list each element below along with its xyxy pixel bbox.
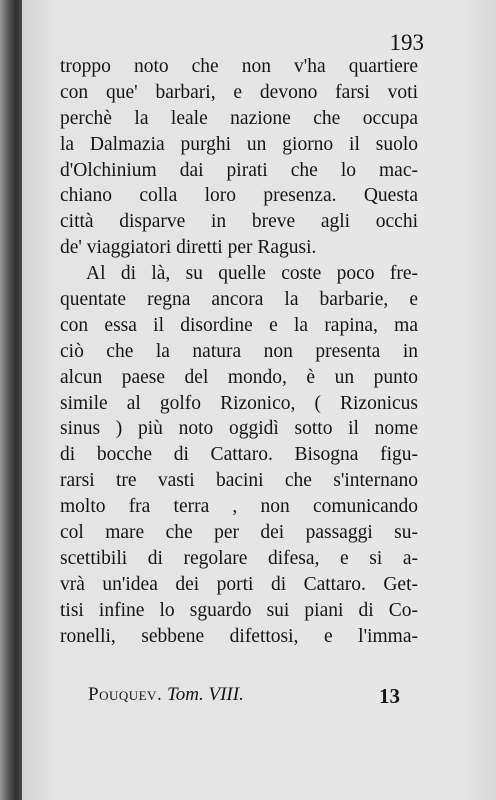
text-line: alcun paese del mondo, è un punto [60,366,418,388]
text-line: simile al golfo Rizonico, ( Rizonicus [60,392,418,414]
book-page [22,0,496,800]
text-line: con essa il disordine e la rapina, ma [60,314,418,336]
text-line: scettibili di regolare difesa, e si a- [60,547,418,569]
text-line: con que' barbari, e devono farsi voti [60,81,418,103]
text-line: de' viaggiatori diretti per Ragusi. [60,237,317,259]
footer-signature [88,684,244,706]
text-line: perchè la leale nazione che occupa [60,107,418,129]
text-line: d'Olchinium dai pirati che lo mac- [60,159,418,181]
text-line: molto fra terra , non comunicando [60,496,418,518]
page-number: 193 [389,30,424,55]
text-line: ronelli, sebbene difettosi, e l'imma- [60,625,418,647]
page-footer [88,684,400,710]
text-line: città disparve in breve agli occhi [60,211,418,233]
footer-volume: Tom. VIII. [166,684,244,705]
text-line: sinus ) più noto oggidì sotto il nome [60,418,418,440]
paragraph-start-line: Al di là, su quelle coste poco fre- [86,263,418,285]
footer-author: Pouquev. [88,684,163,705]
text-line: chiano colla loro presenza. Questa [60,185,418,207]
text-line: col mare che per dei passaggi su- [60,522,418,544]
text-line: quentate regna ancora la barbarie, e [60,289,418,311]
body-text [60,54,418,649]
text-line: rarsi tre vasti bacini che s'internano [60,470,418,492]
signature-mark: 13 [379,684,400,708]
text-line: troppo noto che non v'ha quartiere [60,56,418,77]
text-line: di bocche di Cattaro. Bisogna figu- [60,444,418,466]
text-line: ciò che la natura non presenta in [60,340,418,362]
text-line: vrà un'idea dei porti di Cattaro. Get- [60,573,418,595]
text-line: la Dalmazia purghi un giorno il suolo [60,133,418,155]
text-line: tisi infine lo sguardo sui piani di Co- [60,599,418,621]
book-spine-shadow [0,0,22,800]
